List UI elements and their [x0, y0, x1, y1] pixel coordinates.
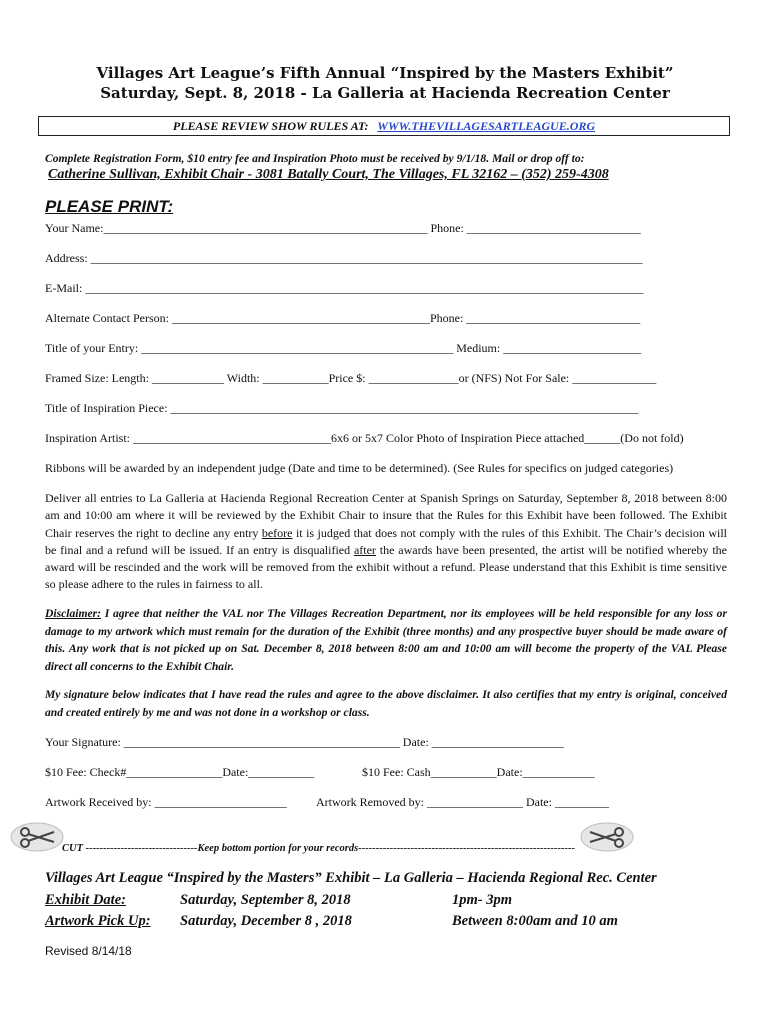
exhibit-time: 1pm- 3pm — [452, 892, 513, 908]
ribbons-note: Ribbons will be awarded by an independent judge (Date and time to be determined). (See Rules for specifics on judged categories) — [45, 461, 674, 475]
disclaimer-label: Disclaimer: — [45, 607, 102, 620]
scissors-icon — [10, 822, 64, 852]
disclaimer-paragraph — [45, 605, 727, 675]
revised-date: Revised 8/14/18 — [45, 944, 132, 958]
entry-title-field[interactable]: Title of your Entry: ____________________________________________________ Medium: _______________________ — [45, 341, 642, 355]
footer-title: Villages Art League “Inspired by the Masters” Exhibit – La Galleria – Hacienda Regional Rec. Center — [45, 870, 657, 886]
page-title: Villages Art League’s Fifth Annual “Inspired by the Masters Exhibit” — [96, 64, 674, 82]
fee-cash-field[interactable]: $10 Fee: Cash___________Date:____________ — [362, 765, 595, 779]
artwork-removed-field[interactable]: Artwork Removed by: ________________ Date: _________ — [316, 795, 609, 809]
pickup-date: Saturday, December 8 , 2018 — [180, 913, 352, 929]
email-field[interactable]: E-Mail: _____________________________________________________________________________________________ — [45, 281, 644, 295]
address-field[interactable]: Address: ____________________________________________________________________________________________ — [45, 251, 643, 265]
fee-check-field[interactable]: $10 Fee: Check#________________Date:___________ — [45, 765, 315, 779]
pickup-label: Artwork Pick Up: — [45, 913, 151, 929]
deliver-text-2: it is judged that does not comply with the rules of this Exhibit. The Chair’s decision will be final and a refund will be issued. If an entry is disqualified — [45, 525, 727, 557]
framed-size-field[interactable]: Framed Size: Length: ____________ Width: ___________Price $: _______________or (NFS) Not For Sale: ______________ — [45, 371, 657, 385]
deliver-text-1: Deliver all entries to La Galleria at Hacienda Regional Recreation Center at Spanish Springs on Saturday, September 8, 2018 between 8:00 am and 10:00 am where it will be reviewed by the Exhibit Chair to insure that the Rules for this Exhibit have been followed. The Exhibit Chair reserves the right to decline any entry — [45, 491, 727, 540]
alternate-contact-field[interactable]: Alternate Contact Person: ___________________________________________Phone: _____________________________ — [45, 311, 641, 325]
cut-line: CUT --------------------------------Keep bottom portion for your records-------------------------------------------------------------- — [62, 843, 576, 854]
name-phone-field[interactable]: Your Name:______________________________________________________ Phone: _____________________________ — [45, 221, 641, 235]
artwork-received-field[interactable]: Artwork Received by: ______________________ — [45, 795, 287, 809]
rules-label: PLEASE REVIEW SHOW RULES AT: — [172, 119, 369, 133]
deliver-before: before — [261, 525, 293, 540]
please-print-label: PLEASE PRINT: — [45, 197, 174, 216]
disclaimer-text: I agree that neither the VAL nor The Villages Recreation Department, nor its employees will be held responsible for any loss or damage to my artwork which must remain for the duration of the Exhibit (three months) and any prospective buyer should be made aware of this. Any work that is not picked up on Sat. December 8, 2018 between 8:00 am and 10:00 am will become the property of the VAL Please direct all concerns to the Exhibit Chair. — [45, 607, 727, 673]
signature-note: My signature below indicates that I have read the rules and agree to the above disclaimer. It also certifies that my entry is original, conceived and created entirely by me and was not done in a workshop or class. — [45, 688, 727, 719]
rules-box — [38, 116, 730, 136]
page-subtitle: Saturday, Sept. 8, 2018 - La Galleria at Hacienda Recreation Center — [100, 84, 670, 102]
exhibit-date: Saturday, September 8, 2018 — [180, 892, 351, 908]
deliver-text-3: the awards have been presented, the artist will be notified whereby the award will be rescinded and the work will be removed from the exhibit without a refund. Please understand that this Exhibit is time sensitive so please adhere to the rules in fairness to all. — [45, 542, 727, 592]
deliver-after: after — [353, 542, 376, 557]
exhibit-date-label: Exhibit Date: — [45, 892, 126, 908]
signature-field[interactable]: Your Signature: ______________________________________________ Date: ______________________ — [45, 735, 564, 749]
pickup-time: Between 8:00am and 10 am — [452, 913, 618, 929]
inspiration-artist-field[interactable]: Inspiration Artist: _________________________________6x6 or 5x7 Color Photo of Inspiration Piece attached______(Do not fold) — [45, 431, 684, 445]
inspiration-title-field[interactable]: Title of Inspiration Piece: ______________________________________________________________________________ — [45, 401, 639, 415]
registration-instruction: Complete Registration Form, $10 entry fee and Inspiration Photo must be received by 9/1/18. Mail or drop off to: — [45, 152, 585, 165]
registration-contact: Catherine Sullivan, Exhibit Chair - 3081 Batally Court, The Villages, FL 32162 – (352) 259-4308 — [48, 167, 609, 182]
scissors-icon — [580, 822, 634, 852]
rules-link[interactable]: WWW.THEVILLAGESARTLEAGUE.ORG — [377, 119, 596, 133]
deliver-paragraph — [45, 490, 727, 594]
